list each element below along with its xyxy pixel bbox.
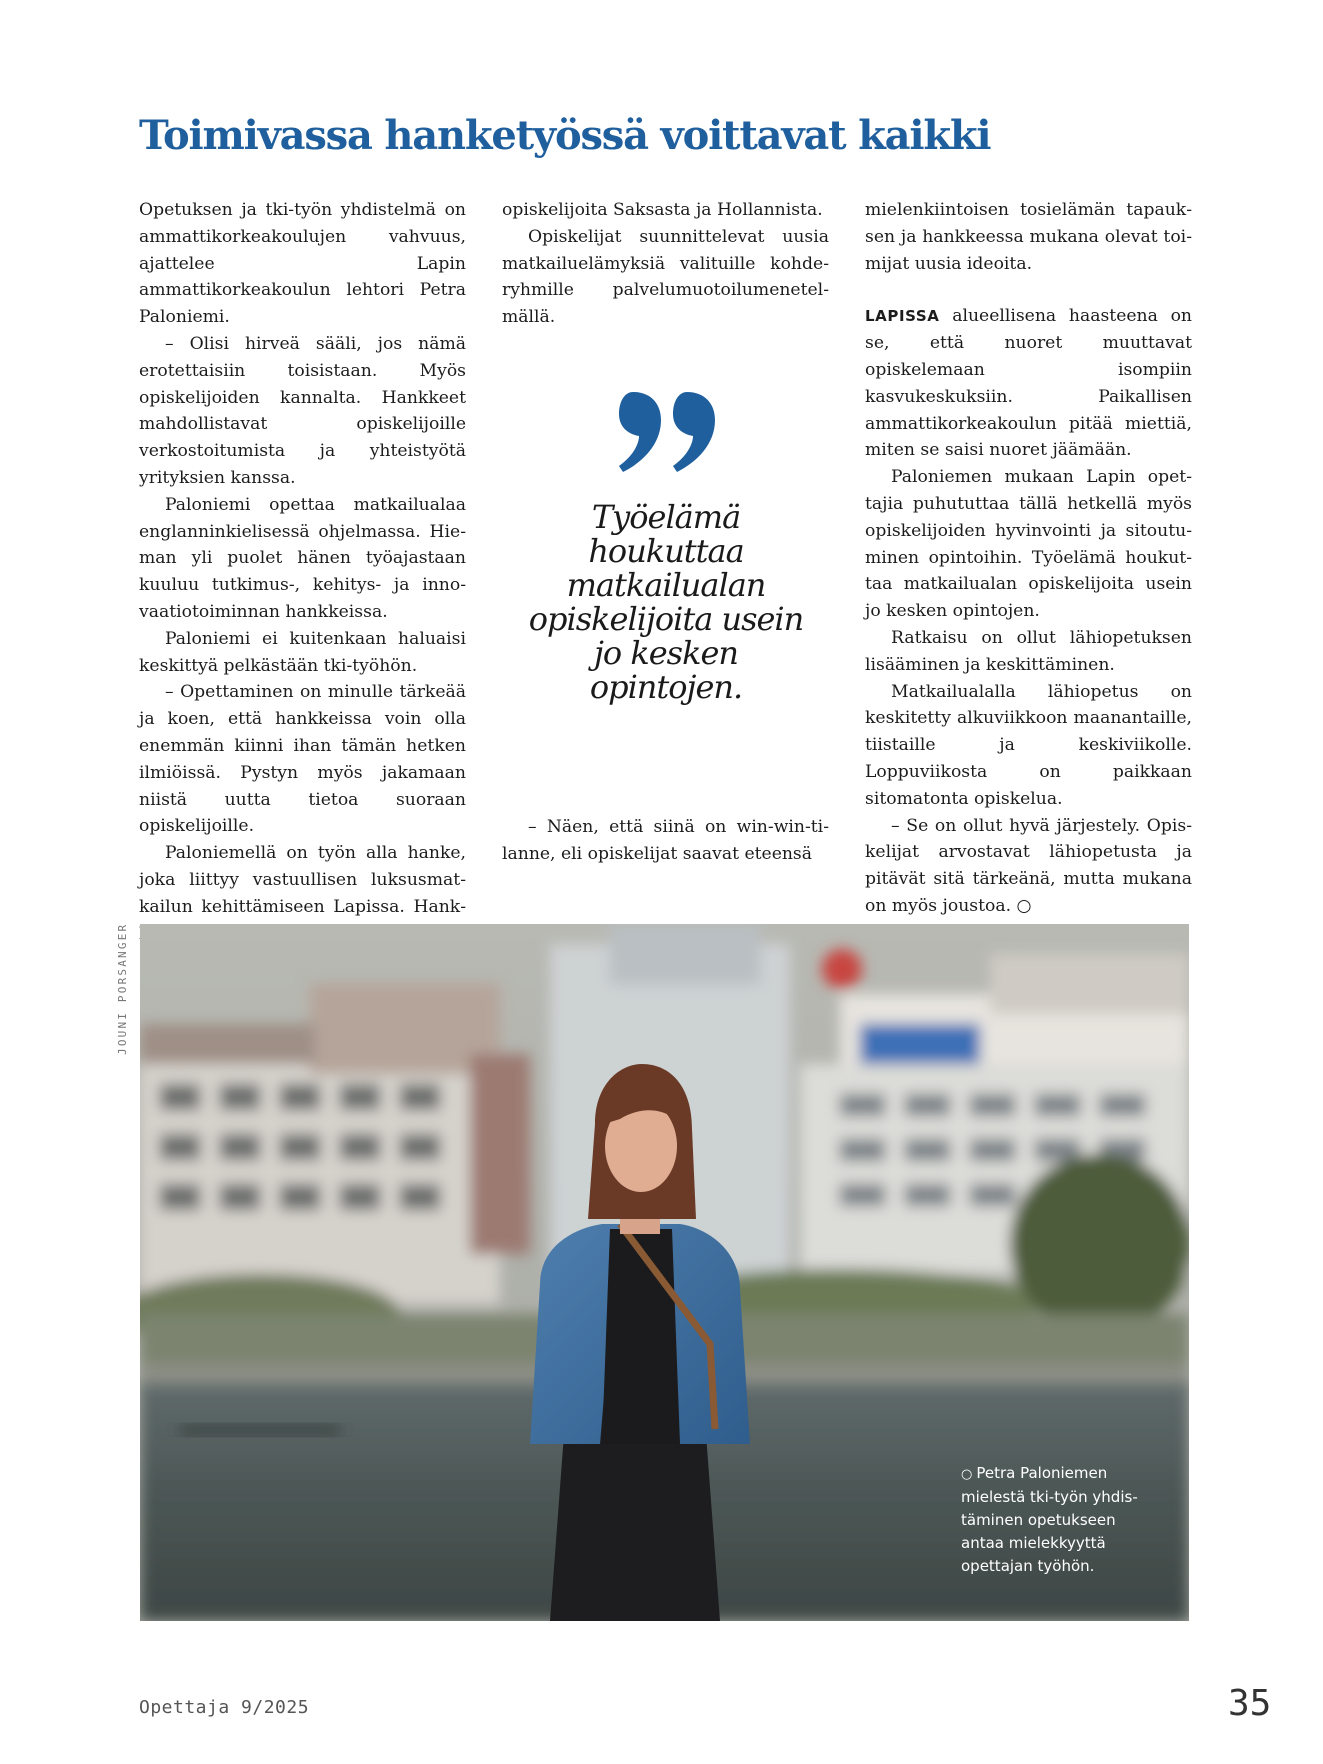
end-mark-icon: ○ (1016, 895, 1032, 916)
caption-text: Petra Paloniemen mielestä tki-työn yhdistäminen opetukseen antaa mielekkyyttä opettajan työhön. (961, 1464, 1138, 1575)
paragraph: Matkailualalla lähiopetus on keskitetty alkuviikkoon maanantaille, tiistaille ja keskiviikolle. Loppuviikosta on paikkaan sitomatonta opiskelua. (865, 681, 1192, 809)
paragraph: mielenkiintoisen tosielämän tapauksen ja hankkeessa mukana olevat toimijat uusia ideoita. (865, 200, 1192, 274)
paragraph: Paloniemen mukaan Lapin opettajia puhututtaa tällä hetkellä myös opiskelijoiden hyvinvointi ja sitoutuminen opintoihin. Työelämä houkuttaa matkailualan opiskelijoita usein jo kesken opintojen. (865, 467, 1192, 622)
article-title: Toimivassa hanketyössä voittavat kaikki (139, 112, 991, 159)
page-number: 35 (1228, 1683, 1272, 1724)
text-column-2 (502, 197, 829, 331)
paragraph: Paloniemellä on työn alla hanke, joka liittyy vastuullisen luksusmatkailun kehittämiseen Lapissa. Hank (139, 843, 466, 917)
caption-mark-icon: ○ (961, 1467, 973, 1482)
closing-text: – Se on ollut hyvä järjestely. Opiskelijat arvostavat lähiopetusta ja pitävät sitä tärkeänä, mutta mukana on myös joustoa. (865, 815, 1192, 916)
portrait-photo (140, 924, 1189, 1621)
paragraph: Ratkaisu on ollut lähiopetuksen lisääminen ja keskittäminen. (865, 627, 1192, 675)
paragraph: Opiskelijat suunnittelevat uusia matkailuelämyksiä valituille kohderyhmille palvelumuotoilumenetelmällä. (502, 226, 829, 328)
text-column-1 (139, 197, 466, 947)
paragraph: – Näen, että siinä on win-win-tilanne, eli opiskelijat saavat eteensä (502, 817, 829, 864)
paragraph (865, 813, 1192, 920)
paragraph: Opetuksen ja tki-työn yhdistelmä on ammattikorkeakoulujen vahvuus, ajattelee Lapin ammattikorkeakoulun lehtori Petra Paloniemi. (139, 200, 466, 328)
photo-caption (961, 1462, 1161, 1578)
lead-text: alueellisena haasteena on se, että nuoret muuttavat opiskelemaan isompiin kasvukeskuksiin. Paikallisen ammattikorkeakoulun pitää miettiä, miten se saisi nuoret jäämään. (865, 306, 1192, 461)
paragraph: Paloniemi opettaa matkailualaa englanninkielisessä ohjelmassa. Hieman yli puolet hänen työajastaan kuuluu tutkimus-, kehitys- ja innovaatiotoiminnan hankkeissa. (139, 494, 466, 622)
paragraph: opiskelijoita Saksasta ja Hollannista. (502, 200, 823, 220)
pull-quote: Työelämä houkuttaa matkailualan opiskelijoita usein jo kesken opintojen. (528, 498, 804, 706)
section-lead-paragraph (865, 303, 1192, 464)
text-column-2-end (502, 814, 829, 868)
publication-name: Opettaja 9/2025 (139, 1697, 310, 1718)
text-column-3 (865, 197, 1192, 920)
lead-word: LAPISSA (865, 307, 940, 326)
paragraph: – Opettaminen on minulle tärkeää ja koen, että hankkeissa voin olla enemmän kiinni ihan tämän hetken ilmiöissä. Pystyn myös jakamaan niistä uutta tietoa suoraan opiskelijoille. (139, 682, 466, 837)
quote-mark-icon (617, 388, 717, 478)
photo-credit: JOUNI PORSANGER (116, 922, 129, 1055)
paragraph: – Olisi hirveä sääli, jos nämä erotettaisiin toisistaan. Myös opiskelijoiden kannalta. Hankkeet mahdollistavat opiskelijoille verkostoitumista ja yhteistyötä yrityksien kanssa. (139, 333, 466, 488)
paragraph: Paloniemi ei kuitenkaan haluaisi keskittyä pelkästään tki-työhön. (139, 628, 466, 676)
